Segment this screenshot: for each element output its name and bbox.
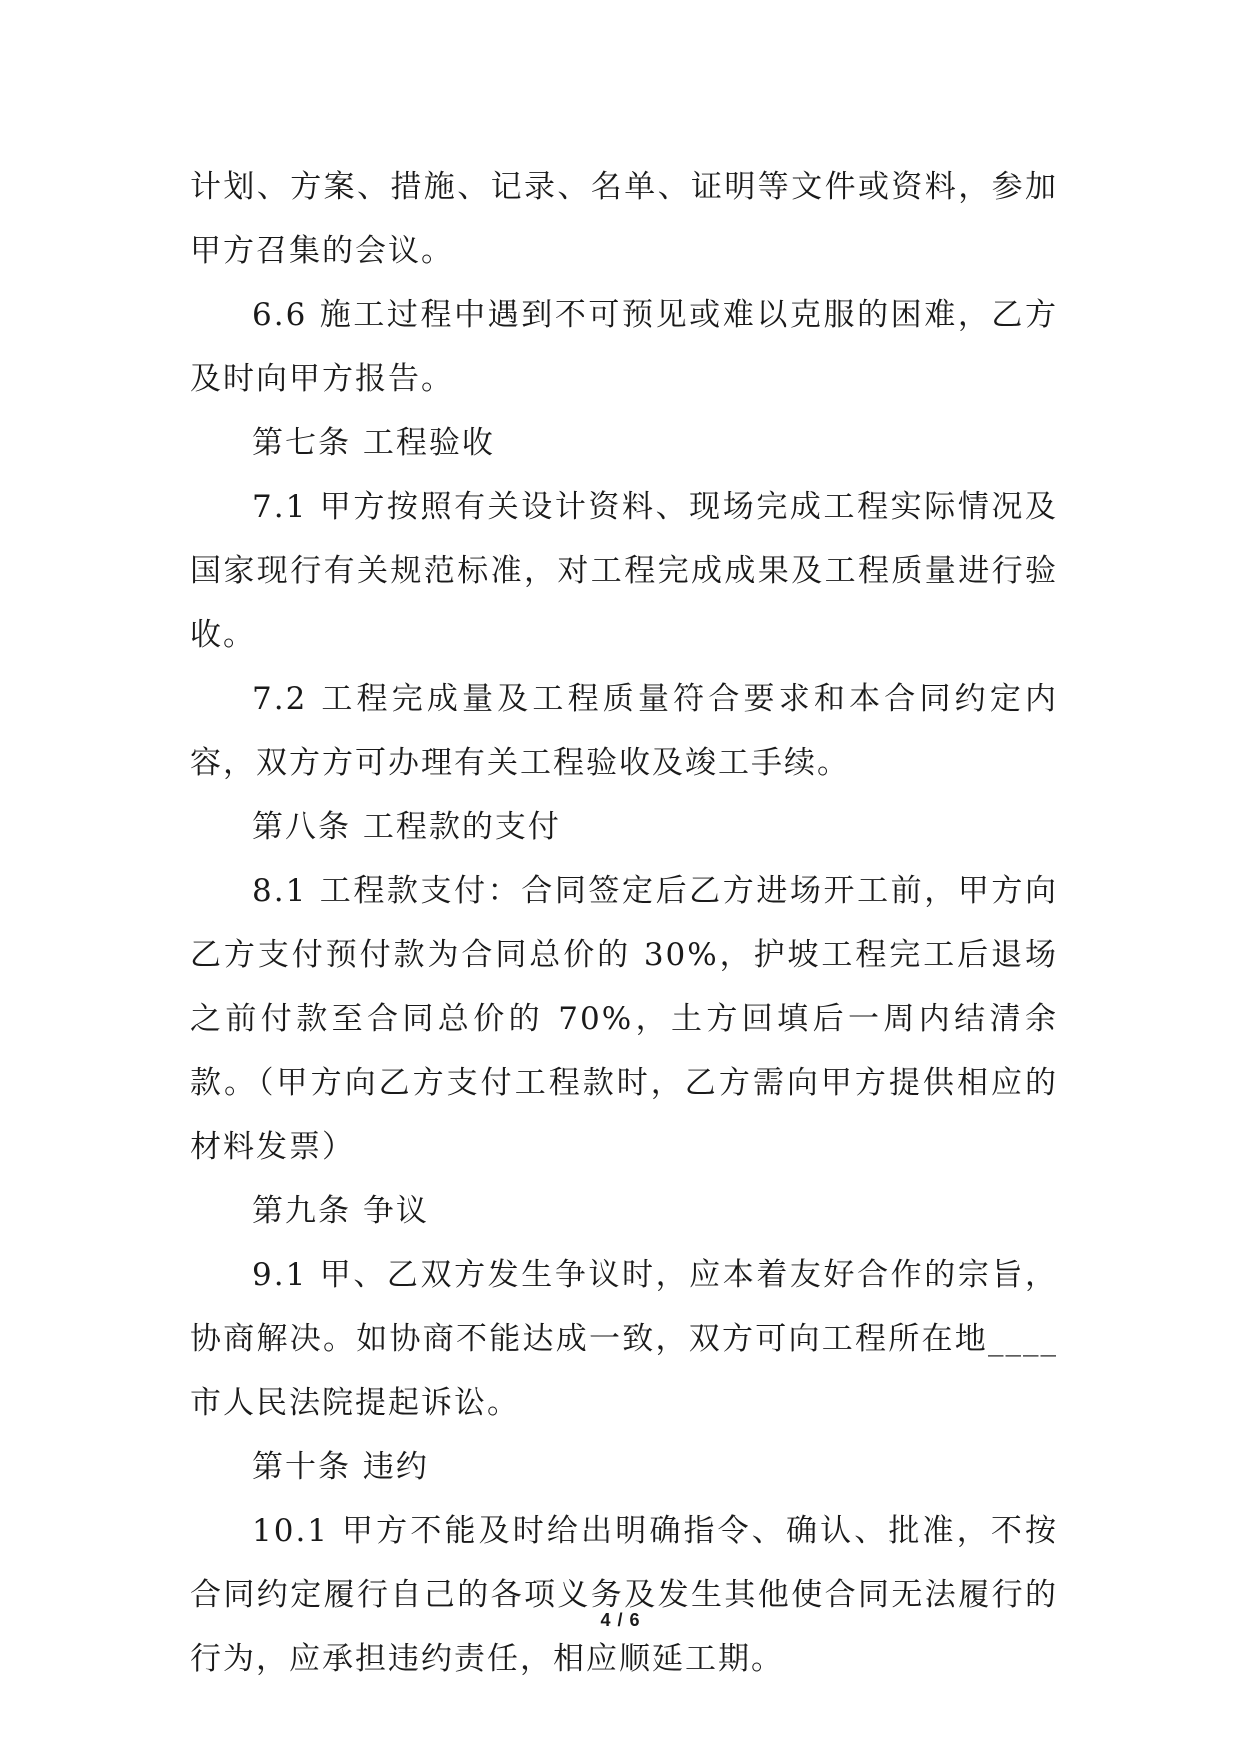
- clause-10-1: 10.1 甲方不能及时给出明确指令、确认、批准，不按合同约定履行自己的各项义务及发生其他使合同无法履行的行为，应承担违约责任，相应顺延工期。: [190, 1513, 1058, 1677]
- clause-6-6: 6.6 施工过程中遇到不可预见或难以克服的困难，乙方及时向甲方报告。: [190, 297, 1058, 397]
- document-body: [190, 155, 1058, 1691]
- paragraph-continuation: 计划、方案、措施、记录、名单、证明等文件或资料，参加甲方召集的会议。: [190, 169, 1058, 269]
- clause-7-2: 7.2 工程完成量及工程质量符合要求和本合同约定内容，双方方可办理有关工程验收及竣工手续。: [190, 681, 1058, 781]
- clause-7-1: 7.1 甲方按照有关设计资料、现场完成工程实际情况及国家现行有关规范标准，对工程完成成果及工程质量进行验收。: [190, 489, 1058, 653]
- article-10-heading: 第十条 违约: [252, 1449, 429, 1485]
- article-8-heading: 第八条 工程款的支付: [252, 809, 561, 845]
- article-9-heading: 第九条 争议: [252, 1193, 429, 1229]
- page-number: 4 / 6: [600, 1610, 641, 1630]
- clause-9-1: 9.1 甲、乙双方发生争议时，应本着友好合作的宗旨，协商解决。如协商不能达成一致，双方可向工程所在地____市人民法院提起诉讼。: [190, 1257, 1058, 1421]
- article-7-heading: 第七条 工程验收: [252, 425, 495, 461]
- clause-8-1: 8.1 工程款支付：合同签定后乙方进场开工前，甲方向乙方支付预付款为合同总价的 30%，护坡工程完工后退场之前付款至合同总价的 70%，土方回填后一周内结清余款。（甲方向乙方支付工程款时，乙方需向甲方提供相应的材料发票）: [190, 873, 1058, 1165]
